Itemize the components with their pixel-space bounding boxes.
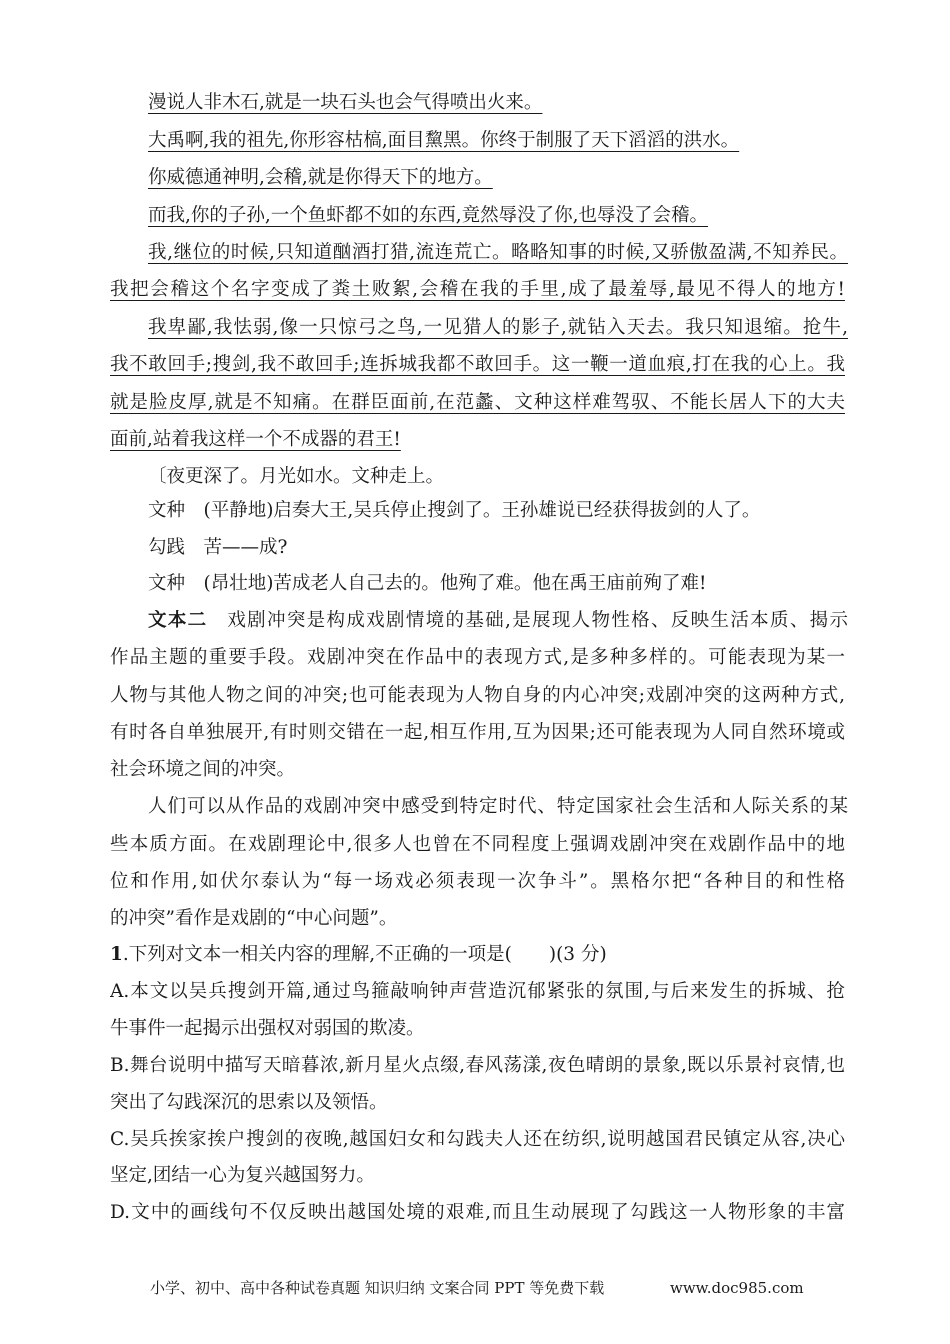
- question-stem: 1.下列对文本一相关内容的理解,不正确的一项是( )(3 分): [110, 944, 607, 965]
- question-number: 1: [110, 944, 123, 965]
- paragraph-line: 文本二 戏剧冲突是构成戏剧情境的基础,是展现人物性格、反映生活本质、揭示: [148, 610, 848, 631]
- underlined-line: 我卑鄙,我怯弱,像一只惊弓之鸟,一见猎人的影子,就钻入天去。我只知退缩。抢牛,: [148, 317, 848, 338]
- underlined-line: 就是脸皮厚,就是不知痛。在群臣面前,在范蠡、文种这样难驾驭、不能长居人下的大夫: [110, 392, 845, 413]
- underlined-line: 面前,站着我这样一个不成器的君王!: [110, 429, 401, 450]
- option-a: A.本文以吴兵搜剑开篇,通过鸟箍敲响钟声营造沉郁紧张的氛围,与后来发生的拆城、抢: [110, 981, 845, 1002]
- underlined-line: 我把会稽这个名字变成了粪土败絮,会稽在我的手里,成了最羞辱,最见不得人的地方!: [110, 279, 845, 300]
- option-b-cont: 突出了勾践深沉的思索以及领悟。: [110, 1092, 388, 1113]
- option-b: B.舞台说明中描写天暗暮浓,新月星火点缀,春风荡漾,夜色晴朗的景象,既以乐景衬哀情,也: [110, 1055, 845, 1076]
- option-d: D.文中的画线句不仅反映出越国处境的艰难,而且生动展现了勾践这一人物形象的丰富: [110, 1202, 845, 1223]
- paragraph-line: 有时各自单独展开,有时则交错在一起,相互作用,互为因果;还可能表现为人同自然环境或: [110, 722, 845, 743]
- paragraph-line: 作品主题的重要手段。戏剧冲突在作品中的表现方式,是多种多样的。可能表现为某一: [110, 647, 845, 668]
- footer-link[interactable]: www.doc985.com: [670, 1279, 804, 1297]
- underlined-line: 你威德通神明,会稽,就是你得天下的地方。: [148, 167, 493, 188]
- option-c: C.吴兵挨家挨户搜剑的夜晚,越国妇女和勾践夫人还在纺织,说明越国君民镇定从容,决心: [110, 1129, 845, 1150]
- paragraph-line: 些本质方面。在戏剧理论中,很多人也曾在不同程度上强调戏剧冲突在戏剧作品中的地: [110, 834, 845, 855]
- section-label: 文本二: [148, 610, 208, 631]
- underlined-line: 我不敢回手;搜剑,我不敢回手;连拆城我都不敢回手。这一鞭一道血痕,打在我的心上。我: [110, 354, 845, 375]
- page-footer: [150, 1278, 804, 1298]
- underlined-line: 漫说人非木石,就是一块石头也会气得喷出火来。: [148, 92, 543, 113]
- paragraph-line: 位和作用,如伏尔泰认为“每一场戏必须表现一次争斗”。黑格尔把“各种目的和性格: [110, 871, 845, 892]
- paragraph-line: 人们可以从作品的戏剧冲突中感受到特定时代、特定国家社会生活和人际关系的某: [148, 796, 848, 817]
- paragraph-line: 的冲突”看作是戏剧的“中心问题”。: [110, 908, 398, 929]
- option-c-cont: 坚定,团结一心为复兴越国努力。: [110, 1165, 375, 1186]
- underlined-line: 而我,你的子孙,一个鱼虾都不如的东西,竟然辱没了你,也辱没了会稽。: [148, 205, 709, 226]
- stage-direction: 〔夜更深了。月光如水。文种走上。: [148, 466, 445, 487]
- dialogue-line: 文种 (平静地)启奏大王,吴兵停止搜剑了。王孙雄说已经获得拔剑的人了。: [148, 500, 761, 521]
- underlined-line: 大禹啊,我的祖先,你形容枯槁,面目黧黑。你终于制服了天下滔滔的洪水。: [148, 130, 740, 151]
- dialogue-line: 勾践 苦——成?: [148, 537, 288, 558]
- paragraph-line: 人物与其他人物之间的冲突;也可能表现为人物自身的内心冲突;戏剧冲突的这两种方式,: [110, 685, 845, 706]
- paragraph-line: 社会环境之间的冲突。: [110, 759, 296, 780]
- footer-text: 小学、初中、高中各种试卷真题 知识归纳 文案合同 PPT 等免费下载: [150, 1279, 605, 1297]
- underlined-line: 我,继位的时候,只知道酗酒打猎,流连荒亡。略略知事的时候,又骄傲盈满,不知养民。: [148, 242, 848, 263]
- dialogue-line: 文种 (昂壮地)苦成老人自己去的。他殉了难。他在禹王庙前殉了难!: [148, 573, 707, 594]
- option-a-cont: 牛事件一起揭示出强权对弱国的欺凌。: [110, 1018, 425, 1039]
